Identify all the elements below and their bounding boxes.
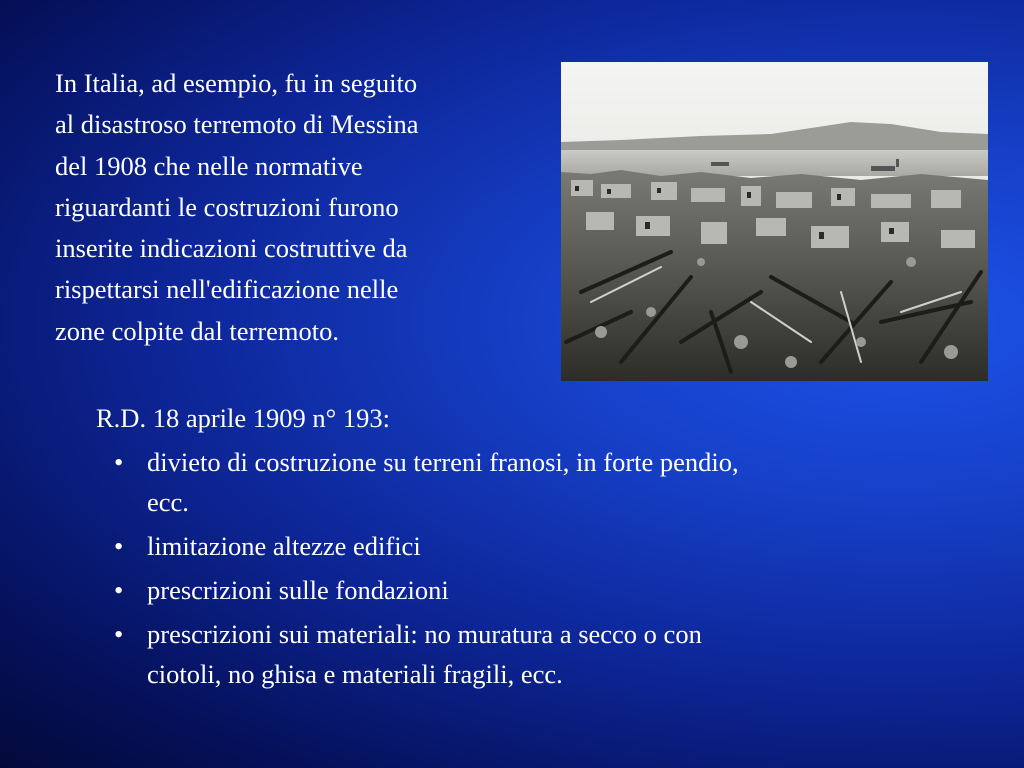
intro-line: zone colpite dal terremoto.	[55, 315, 340, 346]
decree-heading: R.D. 18 aprile 1909 n° 193:	[96, 403, 390, 433]
list-item	[114, 614, 934, 694]
list-item-text: prescrizioni sulle fondazioni	[147, 575, 449, 605]
bullet-icon: •	[114, 619, 124, 649]
intro-line: inserite indicazioni costruttive da	[55, 233, 408, 264]
list-item-text: divieto di costruzione su terreni franosi, in forte pendio,	[147, 447, 739, 477]
list-item-text: ciotoli, no ghisa e materiali fragili, ecc.	[147, 659, 563, 689]
list-item	[114, 570, 934, 610]
earthquake-ruins-photo	[561, 62, 988, 381]
list-item	[114, 526, 934, 566]
intro-line: del 1908 che nelle normative	[55, 150, 363, 181]
list-item	[114, 442, 934, 522]
bullet-icon: •	[114, 531, 124, 561]
intro-paragraph	[55, 63, 540, 352]
list-item-text: limitazione altezze edifici	[147, 531, 421, 561]
bullet-icon: •	[114, 447, 124, 477]
bullet-icon: •	[114, 575, 124, 605]
intro-line: al disastroso terremoto di Messina	[55, 109, 419, 140]
list-item-text: ecc.	[147, 487, 189, 517]
intro-line: In Italia, ad esempio, fu in seguito	[55, 68, 418, 98]
decree-bullet-list	[114, 442, 934, 694]
intro-line: rispettarsi nell'edificazione nelle	[55, 274, 399, 305]
intro-line: riguardanti le costruzioni furono	[55, 191, 399, 222]
list-item-text: prescrizioni sui materiali: no muratura a secco o con	[147, 619, 702, 649]
